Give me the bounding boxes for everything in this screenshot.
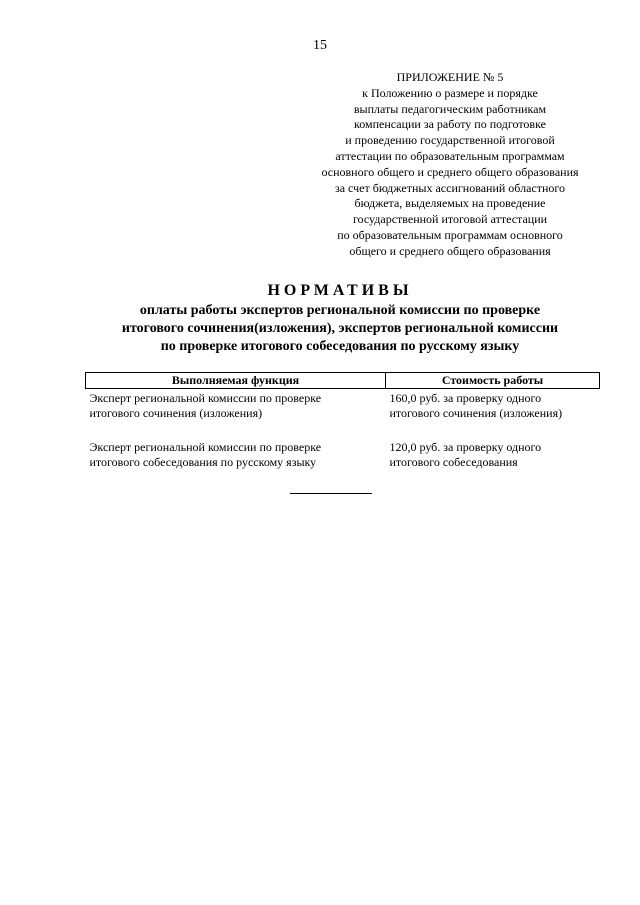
cost-cell: [386, 438, 600, 487]
appendix-block: [300, 70, 600, 260]
cell-line: итогового собеседования: [389, 455, 518, 469]
column-header-function: Выполняемая функция: [86, 373, 386, 389]
rates-table: [85, 372, 600, 487]
cell-line: итогового сочинения (изложения): [389, 406, 563, 420]
appendix-line: основного общего и среднего общего образования: [321, 164, 579, 179]
function-cell: [86, 438, 386, 487]
table-header-row: [86, 373, 600, 389]
cell-line: 120,0 руб. за проверку одного: [389, 440, 542, 454]
page-number: 15: [313, 38, 327, 53]
end-divider: [290, 493, 372, 494]
table-row: [86, 389, 600, 439]
cell-line: 160,0 руб. за проверку одного: [389, 391, 542, 405]
appendix-line: и проведению государственной итоговой: [345, 133, 555, 148]
appendix-line: компенсации за работу по подготовке: [354, 117, 546, 132]
appendix-line: бюджета, выделяемых на проведение: [354, 196, 546, 211]
subtitle-line: по проверке итогового собеседования по русскому языку: [160, 339, 520, 354]
appendix-line: ПРИЛОЖЕНИЕ № 5: [396, 70, 504, 84]
appendix-line: за счет бюджетных ассигнований областного: [334, 180, 566, 195]
appendix-line: государственной итоговой аттестации: [352, 212, 548, 227]
document-subtitle: [0, 302, 640, 356]
document-title: НОРМАТИВЫ: [267, 282, 413, 299]
cell-line: Эксперт региональной комиссии по проверке: [89, 391, 322, 405]
cost-cell: [386, 389, 600, 439]
appendix-line: выплаты педагогическим работникам: [353, 101, 547, 116]
column-header-cost: Стоимость работы: [386, 373, 600, 389]
appendix-line: аттестации по образовательным программам: [335, 148, 565, 163]
subtitle-line: оплаты работы экспертов региональной комиссии по проверке: [139, 303, 541, 318]
appendix-line: к Положению о размере и порядке: [362, 85, 538, 100]
cell-line: итогового собеседования по русскому языку: [89, 455, 317, 469]
function-cell: [86, 389, 386, 439]
cell-line: Эксперт региональной комиссии по проверке: [89, 440, 322, 454]
cell-line: итогового сочинения (изложения): [89, 406, 263, 420]
table-row: [86, 438, 600, 487]
appendix-line: по образовательным программам основного: [337, 227, 563, 242]
subtitle-line: итогового сочинения(изложения), экспертов региональной комиссии: [121, 321, 559, 336]
appendix-line: общего и среднего общего образования: [349, 243, 551, 258]
